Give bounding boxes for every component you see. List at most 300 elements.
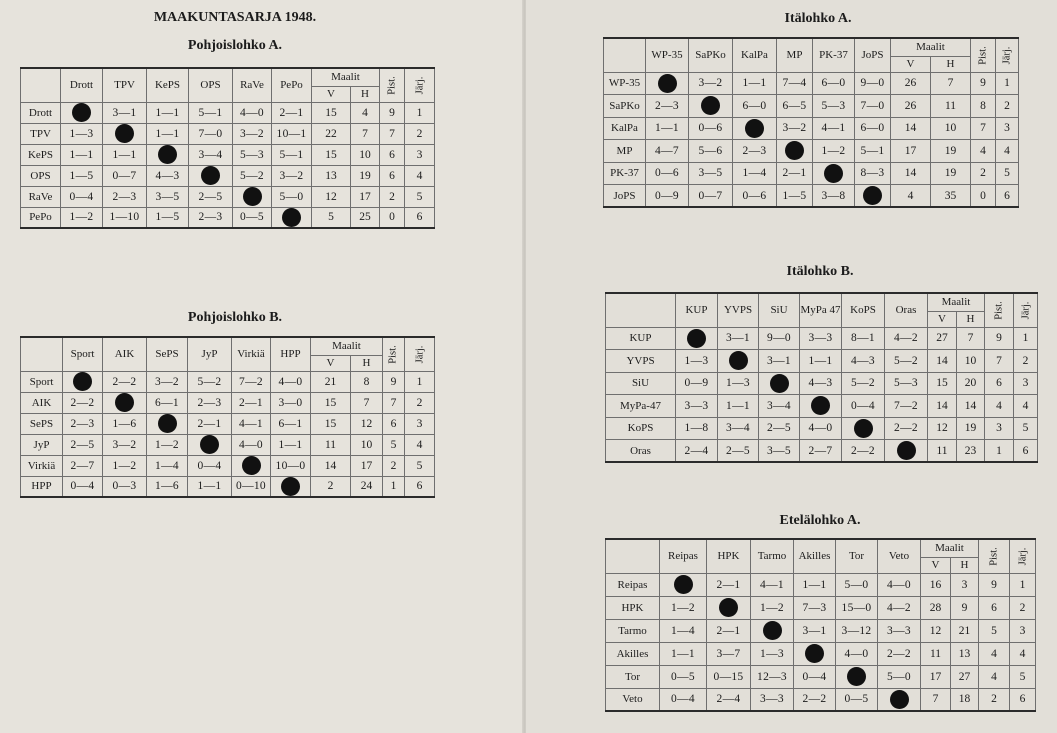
points-header-label: Pist. xyxy=(977,46,989,65)
match-result-cell: 3—4 xyxy=(759,395,800,418)
match-result-cell: 3—5 xyxy=(759,440,800,463)
match-result-cell: 2—4 xyxy=(676,440,718,463)
goals-against-header: H xyxy=(931,56,971,72)
match-result-cell: 5—6 xyxy=(689,140,733,163)
section-heading: Itälohko B. xyxy=(786,264,854,279)
match-result-cell: 5—2 xyxy=(885,350,928,373)
points-header xyxy=(971,38,996,72)
match-result-cell: 3—1 xyxy=(759,350,800,373)
row-team-sapko: SaPKo xyxy=(604,95,646,118)
section-heading: Pohjoislohko A. xyxy=(187,38,283,53)
rank-cell: 2 xyxy=(405,123,435,144)
match-result-cell: 1—3 xyxy=(751,642,794,665)
row-team-keps: KePS xyxy=(21,144,61,165)
match-result-cell: 0—6 xyxy=(733,185,777,208)
goals-for-cell: 28 xyxy=(921,596,951,619)
goals-against-cell: 27 xyxy=(951,665,979,688)
rank-cell: 1 xyxy=(405,371,435,392)
match-result-cell: 0—6 xyxy=(689,117,733,140)
match-result-cell: 5—2 xyxy=(233,165,272,186)
column-header-kalpa: KalPa xyxy=(733,38,777,72)
rank-cell: 3 xyxy=(405,144,435,165)
goals-against-cell: 17 xyxy=(351,455,383,476)
match-result-cell: 4—3 xyxy=(147,165,189,186)
goals-against-cell: 3 xyxy=(951,573,979,596)
row-team-pepo: PePo xyxy=(21,207,61,228)
goals-for-header: V xyxy=(928,311,957,327)
goals-for-cell: 17 xyxy=(921,665,951,688)
match-result-cell: 5—0 xyxy=(272,186,312,207)
match-result-cell: 1—1 xyxy=(718,395,759,418)
goals-for-cell: 14 xyxy=(928,350,957,373)
row-team-hpp: HPP xyxy=(21,476,63,497)
goals-for-cell: 11 xyxy=(921,642,951,665)
match-result-cell: 3—2 xyxy=(777,117,813,140)
table-row xyxy=(21,207,435,228)
goals-against-cell: 18 xyxy=(951,688,979,711)
match-result-cell: 3—2 xyxy=(233,123,272,144)
goals-against-cell: 7 xyxy=(957,327,985,350)
table-header-row xyxy=(606,539,1036,557)
points-cell: 6 xyxy=(979,596,1010,619)
match-result-cell: 0—4 xyxy=(660,688,707,711)
match-result-cell: 1—5 xyxy=(61,165,103,186)
table-row xyxy=(606,619,1036,642)
row-team-aik: AIK xyxy=(21,392,63,413)
row-team-kalpa: KalPa xyxy=(604,117,646,140)
match-result-cell: 1—3 xyxy=(61,123,103,144)
filled-circle-icon xyxy=(897,441,916,460)
table-header-row xyxy=(21,68,435,86)
goals-header: Maalit xyxy=(928,293,985,311)
filled-circle-icon xyxy=(73,372,92,391)
match-result-cell: 1—8 xyxy=(676,417,718,440)
self-match-cell xyxy=(836,665,878,688)
match-result-cell: 3—0 xyxy=(271,392,311,413)
goals-against-cell: 9 xyxy=(951,596,979,619)
rank-header-label: Järj. xyxy=(413,345,425,364)
match-result-cell: 4—0 xyxy=(232,434,271,455)
match-result-cell: 2—2 xyxy=(878,642,921,665)
points-header-label: Pist. xyxy=(993,301,1005,320)
match-result-cell: 7—3 xyxy=(794,596,836,619)
goals-for-header: V xyxy=(311,355,351,371)
goals-against-cell: 21 xyxy=(951,619,979,642)
points-cell: 9 xyxy=(979,573,1010,596)
self-match-cell xyxy=(660,573,707,596)
column-header-mp: MP xyxy=(777,38,813,72)
rank-cell: 4 xyxy=(405,434,435,455)
match-result-cell: 1—4 xyxy=(660,619,707,642)
row-team-tpv: TPV xyxy=(21,123,61,144)
match-result-cell: 10—0 xyxy=(271,455,311,476)
match-result-cell: 3—4 xyxy=(189,144,233,165)
rank-cell: 4 xyxy=(996,140,1019,163)
goals-against-cell: 10 xyxy=(351,144,380,165)
match-result-cell: 1—4 xyxy=(147,455,188,476)
row-team-reipas: Reipas xyxy=(606,573,660,596)
corner-cell xyxy=(21,337,63,371)
table-row xyxy=(606,596,1036,619)
points-cell: 7 xyxy=(971,117,996,140)
rank-cell: 1 xyxy=(1014,327,1038,350)
match-result-cell: 1—1 xyxy=(733,72,777,95)
goals-header: Maalit xyxy=(312,68,380,86)
match-result-cell: 1—1 xyxy=(800,350,842,373)
match-result-cell: 9—0 xyxy=(855,72,891,95)
self-match-cell xyxy=(271,476,311,497)
match-result-cell: 2—2 xyxy=(103,371,147,392)
match-result-cell: 5—3 xyxy=(885,372,928,395)
self-match-cell xyxy=(189,165,233,186)
row-team-rave: RaVe xyxy=(21,186,61,207)
match-result-cell: 4—0 xyxy=(271,371,311,392)
table-row xyxy=(604,140,1019,163)
table-row xyxy=(21,476,435,497)
rank-header xyxy=(1014,293,1038,327)
column-header-siu: SiU xyxy=(759,293,800,327)
match-result-cell: 5—2 xyxy=(188,371,232,392)
goals-for-cell: 12 xyxy=(921,619,951,642)
match-result-cell: 2—5 xyxy=(718,440,759,463)
match-result-cell: 2—7 xyxy=(63,455,103,476)
filled-circle-icon xyxy=(729,351,748,370)
row-team-drott: Drott xyxy=(21,102,61,123)
rank-cell: 3 xyxy=(1014,372,1038,395)
self-match-cell xyxy=(233,186,272,207)
goals-against-cell: 19 xyxy=(931,162,971,185)
goals-for-cell: 21 xyxy=(311,371,351,392)
row-team-kops: KoPS xyxy=(606,417,676,440)
corner-cell xyxy=(606,293,676,327)
points-cell: 5 xyxy=(979,619,1010,642)
rank-cell: 6 xyxy=(1014,440,1038,463)
table-row xyxy=(606,665,1036,688)
column-header-wp-35: WP-35 xyxy=(646,38,689,72)
match-result-cell: 2—1 xyxy=(777,162,813,185)
match-result-cell: 1—2 xyxy=(147,434,188,455)
points-cell: 2 xyxy=(971,162,996,185)
table-row xyxy=(606,372,1038,395)
rank-cell: 3 xyxy=(1010,619,1036,642)
goals-against-header: H xyxy=(351,86,380,102)
match-result-cell: 2—3 xyxy=(188,392,232,413)
goals-for-cell: 5 xyxy=(312,207,351,228)
goals-against-cell: 10 xyxy=(957,350,985,373)
row-team-jops: JoPS xyxy=(604,185,646,208)
points-cell: 1 xyxy=(383,476,405,497)
match-result-cell: 0—7 xyxy=(103,165,147,186)
row-team-oras: Oras xyxy=(606,440,676,463)
results-table xyxy=(20,67,435,229)
match-result-cell: 2—3 xyxy=(103,186,147,207)
table-row xyxy=(604,95,1019,118)
column-header-virkia: Virkiä xyxy=(232,337,271,371)
goals-against-header: H xyxy=(351,355,383,371)
section-heading: Pohjoislohko B. xyxy=(187,310,283,325)
table-row xyxy=(21,102,435,123)
filled-circle-icon xyxy=(863,186,882,205)
self-match-cell xyxy=(689,95,733,118)
match-result-cell: 9—0 xyxy=(759,327,800,350)
filled-circle-icon xyxy=(745,119,764,138)
match-result-cell: 3—7 xyxy=(707,642,751,665)
match-result-cell: 2—2 xyxy=(885,417,928,440)
row-team-wp-35: WP-35 xyxy=(604,72,646,95)
row-team-tor: Tor xyxy=(606,665,660,688)
match-result-cell: 3—2 xyxy=(272,165,312,186)
match-result-cell: 4—2 xyxy=(885,327,928,350)
table-row xyxy=(606,327,1038,350)
match-result-cell: 2—5 xyxy=(63,434,103,455)
match-result-cell: 5—1 xyxy=(189,102,233,123)
column-header-kops: KoPS xyxy=(842,293,885,327)
filled-circle-icon xyxy=(785,141,804,160)
filled-circle-icon xyxy=(770,374,789,393)
column-header-hpp: HPP xyxy=(271,337,311,371)
self-match-cell xyxy=(272,207,312,228)
match-result-cell: 3—1 xyxy=(103,102,147,123)
goals-for-cell: 13 xyxy=(312,165,351,186)
match-result-cell: 7—4 xyxy=(777,72,813,95)
points-header xyxy=(985,293,1014,327)
match-result-cell: 7—0 xyxy=(855,95,891,118)
match-result-cell: 5—0 xyxy=(836,573,878,596)
match-result-cell: 8—3 xyxy=(855,162,891,185)
rank-header xyxy=(996,38,1019,72)
table-row xyxy=(21,371,435,392)
rank-header xyxy=(1010,539,1036,573)
section-heading: Etelälohko A. xyxy=(779,513,861,528)
points-cell: 3 xyxy=(985,417,1014,440)
goals-against-cell: 19 xyxy=(931,140,971,163)
match-result-cell: 3—3 xyxy=(751,688,794,711)
column-header-drott: Drott xyxy=(61,68,103,102)
column-header-veto: Veto xyxy=(878,539,921,573)
goals-for-cell: 11 xyxy=(928,440,957,463)
goals-for-cell: 16 xyxy=(921,573,951,596)
column-header-sport: Sport xyxy=(63,337,103,371)
filled-circle-icon xyxy=(890,690,909,709)
goals-against-cell: 8 xyxy=(351,371,383,392)
goals-for-header: V xyxy=(312,86,351,102)
row-team-jyp: JyP xyxy=(21,434,63,455)
match-result-cell: 15—0 xyxy=(836,596,878,619)
goals-against-cell: 7 xyxy=(351,392,383,413)
table-row xyxy=(21,413,435,434)
match-result-cell: 1—1 xyxy=(147,102,189,123)
match-result-cell: 0—4 xyxy=(188,455,232,476)
filled-circle-icon xyxy=(854,419,873,438)
match-result-cell: 0—4 xyxy=(61,186,103,207)
points-header xyxy=(383,337,405,371)
goals-for-cell: 27 xyxy=(928,327,957,350)
self-match-cell xyxy=(842,417,885,440)
rank-cell: 6 xyxy=(405,207,435,228)
match-result-cell: 4—0 xyxy=(878,573,921,596)
match-result-cell: 2—3 xyxy=(646,95,689,118)
match-result-cell: 1—1 xyxy=(660,642,707,665)
goals-against-cell: 14 xyxy=(957,395,985,418)
match-result-cell: 3—5 xyxy=(689,162,733,185)
page-title: MAAKUNTASARJA 1948. xyxy=(153,10,317,25)
self-match-cell xyxy=(794,642,836,665)
results-table xyxy=(605,292,1038,463)
column-header-tor: Tor xyxy=(836,539,878,573)
goals-for-cell: 15 xyxy=(312,144,351,165)
goals-for-header: V xyxy=(921,557,951,573)
goals-for-cell: 2 xyxy=(311,476,351,497)
self-match-cell xyxy=(777,140,813,163)
goals-for-cell: 15 xyxy=(312,102,351,123)
table-header-row xyxy=(604,38,1019,56)
goals-for-cell: 15 xyxy=(311,392,351,413)
row-team-pk-37: PK-37 xyxy=(604,162,646,185)
goals-for-cell: 14 xyxy=(891,162,931,185)
filled-circle-icon xyxy=(201,166,220,185)
match-result-cell: 4—0 xyxy=(233,102,272,123)
table-row xyxy=(606,440,1038,463)
match-result-cell: 3—4 xyxy=(718,417,759,440)
table-row xyxy=(21,144,435,165)
filled-circle-icon xyxy=(811,396,830,415)
self-match-cell xyxy=(885,440,928,463)
match-result-cell: 3—2 xyxy=(147,371,188,392)
table-row xyxy=(21,186,435,207)
column-header-pk-37: PK-37 xyxy=(813,38,855,72)
match-result-cell: 0—10 xyxy=(232,476,271,497)
table-row xyxy=(606,642,1036,665)
filled-circle-icon xyxy=(72,103,91,122)
goals-for-cell: 7 xyxy=(921,688,951,711)
table-row xyxy=(21,434,435,455)
goals-against-cell: 4 xyxy=(351,102,380,123)
table-header-row xyxy=(21,337,435,355)
match-result-cell: 3—1 xyxy=(794,619,836,642)
corner-cell xyxy=(21,68,61,102)
row-team-sport: Sport xyxy=(21,371,63,392)
column-header-tarmo: Tarmo xyxy=(751,539,794,573)
row-team-ops: OPS xyxy=(21,165,61,186)
match-result-cell: 4—1 xyxy=(232,413,271,434)
column-header-hpk: HPK xyxy=(707,539,751,573)
match-result-cell: 5—3 xyxy=(233,144,272,165)
goals-against-cell: 35 xyxy=(931,185,971,208)
match-result-cell: 3—8 xyxy=(813,185,855,208)
rank-cell: 3 xyxy=(996,117,1019,140)
match-result-cell: 1—6 xyxy=(103,413,147,434)
rank-cell: 6 xyxy=(996,185,1019,208)
match-result-cell: 8—1 xyxy=(842,327,885,350)
goals-against-cell: 7 xyxy=(351,123,380,144)
match-result-cell: 7—2 xyxy=(232,371,271,392)
corner-cell xyxy=(606,539,660,573)
match-result-cell: 2—1 xyxy=(232,392,271,413)
match-result-cell: 1—2 xyxy=(103,455,147,476)
goals-for-cell: 26 xyxy=(891,95,931,118)
match-result-cell: 0—6 xyxy=(646,162,689,185)
self-match-cell xyxy=(63,371,103,392)
points-header-label: Pist. xyxy=(988,547,1000,566)
points-header xyxy=(380,68,405,102)
column-header-jyp: JyP xyxy=(188,337,232,371)
filled-circle-icon xyxy=(687,329,706,348)
points-cell: 9 xyxy=(380,102,405,123)
match-result-cell: 1—1 xyxy=(103,144,147,165)
match-result-cell: 3—1 xyxy=(718,327,759,350)
filled-circle-icon xyxy=(115,124,134,143)
points-cell: 0 xyxy=(380,207,405,228)
match-result-cell: 0—15 xyxy=(707,665,751,688)
rank-cell: 4 xyxy=(1014,395,1038,418)
match-result-cell: 3—2 xyxy=(103,434,147,455)
filled-circle-icon xyxy=(847,667,866,686)
points-cell: 2 xyxy=(979,688,1010,711)
match-result-cell: 3—3 xyxy=(800,327,842,350)
rank-cell: 6 xyxy=(1010,688,1036,711)
match-result-cell: 2—4 xyxy=(707,688,751,711)
filled-circle-icon xyxy=(243,187,262,206)
points-cell: 8 xyxy=(971,95,996,118)
rank-cell: 6 xyxy=(405,476,435,497)
points-cell: 7 xyxy=(380,123,405,144)
filled-circle-icon xyxy=(701,96,720,115)
match-result-cell: 0—7 xyxy=(689,185,733,208)
rank-cell: 3 xyxy=(405,413,435,434)
rank-cell: 4 xyxy=(405,165,435,186)
match-result-cell: 1—2 xyxy=(751,596,794,619)
table-row xyxy=(21,123,435,144)
column-header-akilles: Akilles xyxy=(794,539,836,573)
match-result-cell: 1—1 xyxy=(147,123,189,144)
points-cell: 6 xyxy=(985,372,1014,395)
goals-against-cell: 25 xyxy=(351,207,380,228)
rank-cell: 5 xyxy=(1010,665,1036,688)
self-match-cell xyxy=(718,350,759,373)
filled-circle-icon xyxy=(242,456,261,475)
points-cell: 2 xyxy=(383,455,405,476)
match-result-cell: 2—2 xyxy=(63,392,103,413)
table-row xyxy=(606,573,1036,596)
goals-for-cell: 14 xyxy=(928,395,957,418)
filled-circle-icon xyxy=(158,414,177,433)
match-result-cell: 5—2 xyxy=(842,372,885,395)
match-result-cell: 2—5 xyxy=(189,186,233,207)
goals-for-cell: 14 xyxy=(891,117,931,140)
rank-cell: 1 xyxy=(996,72,1019,95)
row-team-akilles: Akilles xyxy=(606,642,660,665)
table-row xyxy=(604,185,1019,208)
match-result-cell: 1—1 xyxy=(188,476,232,497)
match-result-cell: 10—1 xyxy=(272,123,312,144)
goals-for-cell: 4 xyxy=(891,185,931,208)
goals-for-cell: 15 xyxy=(311,413,351,434)
match-result-cell: 6—0 xyxy=(813,72,855,95)
table-row xyxy=(21,455,435,476)
goals-header: Maalit xyxy=(311,337,383,355)
section-heading: Itälohko A. xyxy=(784,11,852,26)
points-header xyxy=(979,539,1010,573)
match-result-cell: 0—5 xyxy=(660,665,707,688)
match-result-cell: 4—7 xyxy=(646,140,689,163)
table-row xyxy=(21,165,435,186)
table-header-row xyxy=(606,293,1038,311)
column-header-yvps: YVPS xyxy=(718,293,759,327)
row-team-mp: MP xyxy=(604,140,646,163)
points-cell: 4 xyxy=(979,642,1010,665)
table-row xyxy=(606,417,1038,440)
row-team-tarmo: Tarmo xyxy=(606,619,660,642)
